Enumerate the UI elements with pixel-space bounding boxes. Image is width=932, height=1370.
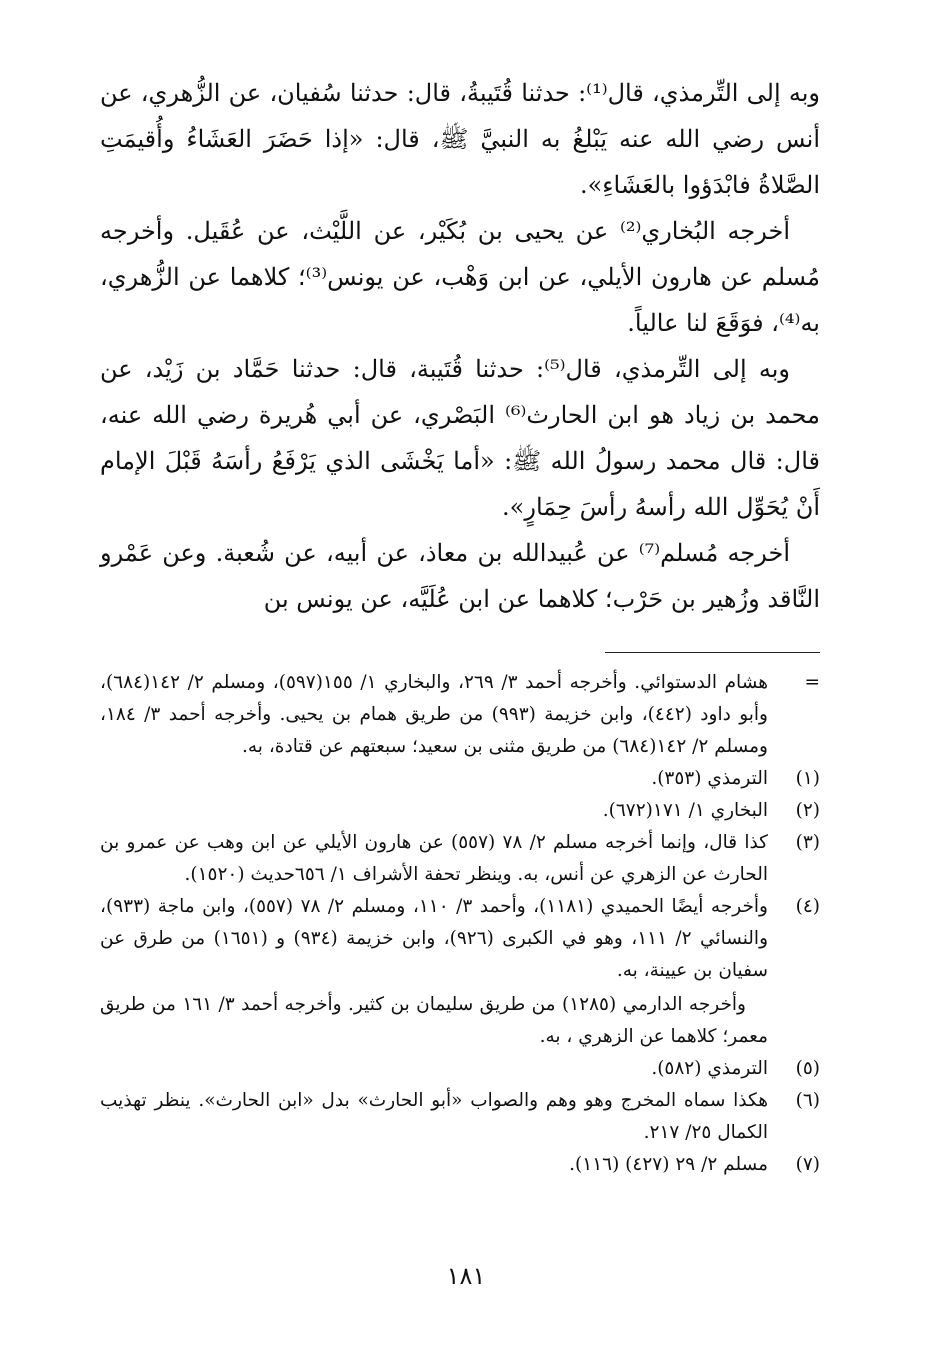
footnote-text-continued: وأخرجه الدارمي (١٢٨٥) من طريق سليمان بن كثير. وأخرجه أحمد ٣/ ١٦١ من طريق معمر؛ كلاهما عن الزهري ، به. <box>100 994 768 1047</box>
footnote-body <box>100 891 768 1053</box>
footnote-continuation <box>100 667 820 763</box>
footnote-number: (١) <box>795 768 820 789</box>
footnote-body <box>100 1085 768 1149</box>
footnote-number: (٤) <box>795 896 820 917</box>
footnote-text: مسلم ٢/ ٢٩ (٤٢٧) (١١٦). <box>569 1154 768 1175</box>
footnote-number: (٢) <box>795 800 820 821</box>
footnote-number: (٣) <box>795 832 820 853</box>
footnotes <box>100 667 820 1181</box>
footnote-body <box>100 1053 768 1085</box>
paragraph-3: وبه إلى التِّرمذي، قال⁽⁵⁾: حدثنا قُتَيبة، قال: حدثنا حَمَّاد بن زَيْد، عن محمد بن زياد هو ابن الحارث⁽⁶⁾ البَصْري، عن أبي هُريرة رضي الله عنه، قال: قال محمد رسولُ الله ﷺ: «أما يَخْشَى الذي يَرْفَعُ رأسَهُ قَبْلَ الإمام أَنْ يُحَوِّل الله رأسهُ رأسَ حِمَارٍ». <box>100 355 820 521</box>
footnote-1 <box>100 763 820 795</box>
footnote-3 <box>100 827 820 891</box>
footnote-separator <box>605 652 820 653</box>
footnote-number: (٥) <box>795 1058 820 1079</box>
footnote-text: الترمذي (٣٥٣). <box>651 768 768 789</box>
paragraph-1: وبه إلى التِّرمذي، قال⁽¹⁾: حدثنا قُتَيبةُ، قال: حدثنا سُفيان، عن الزُّهري، عن أنس رضي الله عنه يَبْلغُ به النبيَّ ﷺ، قال: «إذا حَضَرَ العَشَاءُ وأُقيمَتِ الصَّلاةُ فابْدَؤوا بالعَشَاءِ». <box>100 79 820 199</box>
footnote-number: (٧) <box>795 1154 820 1175</box>
footnote-7 <box>100 1149 820 1181</box>
footnote-body <box>100 1149 768 1181</box>
footnote-body <box>100 795 768 827</box>
paragraph-2: أخرجه البُخاري⁽²⁾ عن يحيى بن بُكَيْر، عن اللَّيْث، عن عُقَيل. وأخرجه مُسلم عن هارون الأيلي، عن ابن وَهْب، عن يونس⁽³⁾؛ كلاهما عن الزُّهري، به⁽⁴⁾، فوَقَعَ لنا عالياً. <box>100 217 820 337</box>
footnote-text: هكذا سماه المخرج وهو وهم والصواب «أبو الحارث» بدل «ابن الحارث». ينظر تهذيب الكمال ٢٥/ ٢١٧. <box>100 1090 768 1143</box>
footnote-5 <box>100 1053 820 1085</box>
footnote-body <box>100 763 768 795</box>
page-number: ١٨١ <box>446 1262 486 1290</box>
footnote-6 <box>100 1085 820 1149</box>
footnote-2 <box>100 795 820 827</box>
footnote-body <box>100 827 768 891</box>
document-page <box>100 70 820 1181</box>
footnote-number: = <box>804 672 820 693</box>
footnote-4 <box>100 891 820 1053</box>
footnote-text: الترمذي (٥٨٢). <box>651 1058 768 1079</box>
footnote-text: هشام الدستوائي. وأخرجه أحمد ٣/ ٢٦٩، والبخاري ١/ ١٥٥(٥٩٧)، ومسلم ٢/ ١٤٢(٦٨٤)، وأبو داود (٤٤٢)، وابن خزيمة (٩٩٣) من طريق همام بن يحيى. وأخرجه أحمد ٣/ ١٨٤، ومسلم ٢/ ١٤٢(٦٨٤) من طريق مثنى بن سعيد؛ سبعتهم عن قتادة، به. <box>100 672 768 757</box>
footnote-text: وأخرجه أيضًا الحميدي (١١٨١)، وأحمد ٣/ ١١٠، ومسلم ٢/ ٧٨ (٥٥٧)، وابن ماجة (٩٣٣)، والنسائي ٢/ ١١١، وهو في الكبرى (٩٢٦)، وابن خزيمة (٩٣٤) و (١٦٥١) من طرق عن سفيان بن عيينة، به. <box>100 896 769 981</box>
footnote-number: (٦) <box>795 1090 820 1111</box>
paragraph-4: أخرجه مُسلم⁽⁷⁾ عن عُبيدالله بن معاذ، عن أبيه، عن شُعبة. وعن عَمْرو النَّاقد وزُهير بن حَرْب؛ كلاهما عن ابن عُلَيَّه، عن يونس بن <box>100 539 820 613</box>
footnote-body <box>100 667 768 763</box>
footnote-text: البخاري ١/ ١٧١(٦٧٢). <box>602 800 768 821</box>
footnote-text: كذا قال، وإنما أخرجه مسلم ٢/ ٧٨ (٥٥٧) عن هارون الأيلي عن ابن وهب عن عمرو بن الحارث عن الزهري عن أنس، به. وينظر تحفة الأشراف ١/ ٦٥٦حديث (١٥٢٠). <box>100 832 768 885</box>
main-text <box>100 70 820 622</box>
